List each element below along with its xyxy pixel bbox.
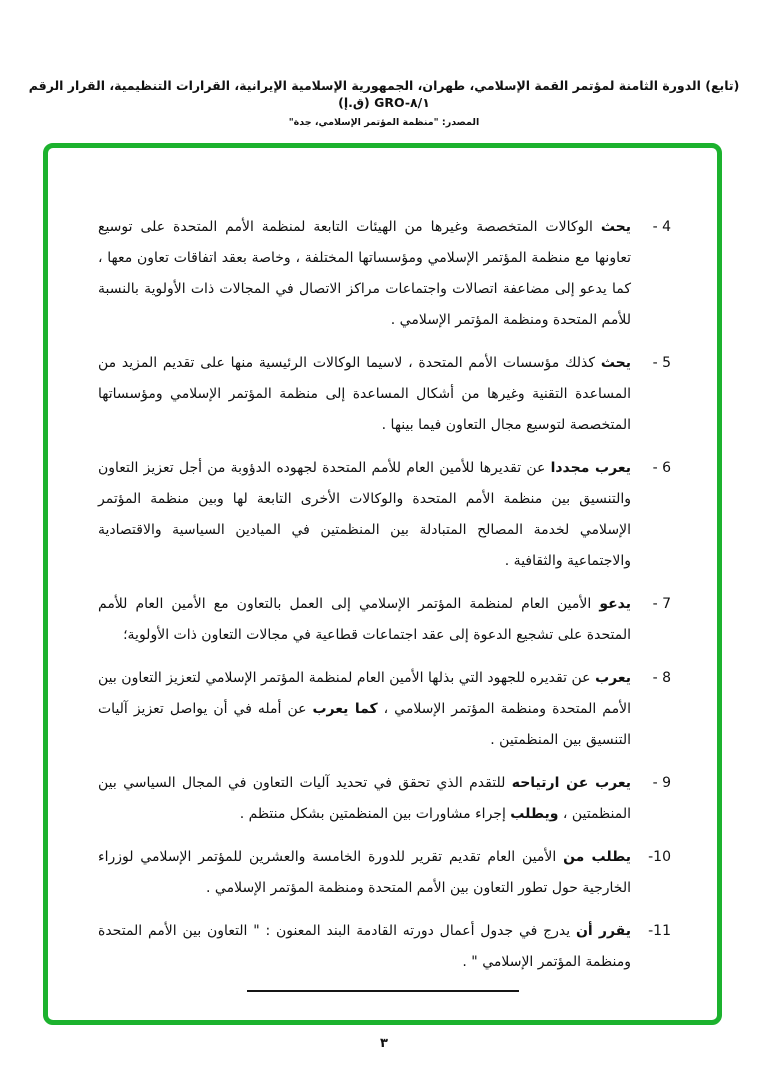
clause-item xyxy=(98,348,671,441)
resolution-clauses xyxy=(48,148,717,978)
document-border-frame xyxy=(43,143,722,1025)
clause-text: يحث الوكالات المتخصصة وغيرها من الهيئات التابعة لمنظمة الأمم المتحدة على توسيع تعاونها مع منظمة المؤتمر الإسلامي ومؤسساتها المختلفة ، وخاصة بعقد اتفاقات تعاون معها ، كما يدعو إلى مضاعفة اتصالات واجتماعات مراكز الاتصال في المجالات ذات الأولوية بالنسبة للأمم المتحدة ومنظمة المؤتمر الإسلامي . xyxy=(98,219,631,328)
document-source-line: المصدر: "منظمة المؤتمر الإسلامي، جدة" xyxy=(288,117,480,128)
document-title-line: (تابع) الدورة الثامنة لمؤتمر القمة الإسلامي، طهران، الجمهورية الإسلامية الإيرانية، القرارات التنظيمية، القرار الرقم ‪GRO-٨/١‬ (ق.إ) xyxy=(28,78,740,110)
clause-item xyxy=(98,453,671,577)
clause-number: 6 - xyxy=(652,460,671,476)
clause-text: يعرب عن تقديره للجهود التي بذلها الأمين العام لمنظمة المؤتمر الإسلامي لتعزيز التعاون بين الأمم المتحدة ومنظمة المؤتمر الإسلامي ، كما يعرب عن أمله في أن يواصل تعزيز آليات التنسيق بين المنظمتين . xyxy=(98,670,631,748)
clause-item xyxy=(98,842,671,904)
clause-item xyxy=(98,916,671,978)
clause-text: يدعو الأمين العام لمنظمة المؤتمر الإسلامي إلى العمل بالتعاون مع الأمين العام للأمم المتحدة على تشجيع الدعوة إلى عقد اجتماعات قطاعية في مجالات التعاون ذات الأولوية؛ xyxy=(98,596,631,643)
clause-number: 8 - xyxy=(652,670,671,686)
clause-number: 9 - xyxy=(652,775,671,791)
clause-item xyxy=(98,768,671,830)
clause-text: يطلب من الأمين العام تقديم تقرير للدورة الخامسة والعشرين للمؤتمر الإسلامي لوزراء الخارجية حول تطور التعاون بين الأمم المتحدة ومنظمة المؤتمر الإسلامي . xyxy=(98,849,631,896)
page-number: ٣ xyxy=(380,1036,388,1051)
end-of-text-rule xyxy=(247,990,519,992)
clause-number: 4 - xyxy=(652,219,671,235)
clause-item xyxy=(98,589,671,651)
clause-number: 11- xyxy=(648,923,671,939)
clause-item xyxy=(98,212,671,336)
clause-number: 5 - xyxy=(652,355,671,371)
clause-number: 7 - xyxy=(652,596,671,612)
clause-text: يقرر أن يدرج في جدول أعمال دورته القادمة البند المعنون : " التعاون بين الأمم المتحدة ومنظمة المؤتمر الإسلامي " . xyxy=(98,923,631,970)
clause-text: يعرب مجددا عن تقديرها للأمين العام للأمم المتحدة لجهوده الدؤوبة من أجل تعزيز التعاون والتنسيق بين منظمة الأمم المتحدة والوكالات الأخرى التابعة لها وبين منظمة المؤتمر الإسلامي لخدمة المصالح المتبادلة بين المنظمتين في الميادين السياسية والاقتصادية والاجتماعية والثقافية . xyxy=(98,460,631,569)
document-header xyxy=(0,77,768,128)
clause-text: يعرب عن ارتياحه للتقدم الذي تحقق في تحديد آليات التعاون في المجال السياسي بين المنظمتين ، ويطلب إجراء مشاورات بين المنظمتين بشكل منتظم . xyxy=(98,775,632,822)
clause-number: 10- xyxy=(648,849,671,865)
clause-text: يحث كذلك مؤسسات الأمم المتحدة ، لاسيما الوكالات الرئيسية منها على تقديم المزيد من المساعدة التقنية وغيرها من أشكال المساعدة إلى منظمة المؤتمر الإسلامي ومؤسساتها المتخصصة لتوسيع مجال التعاون فيما بينها . xyxy=(98,355,631,433)
clause-item xyxy=(98,663,671,756)
